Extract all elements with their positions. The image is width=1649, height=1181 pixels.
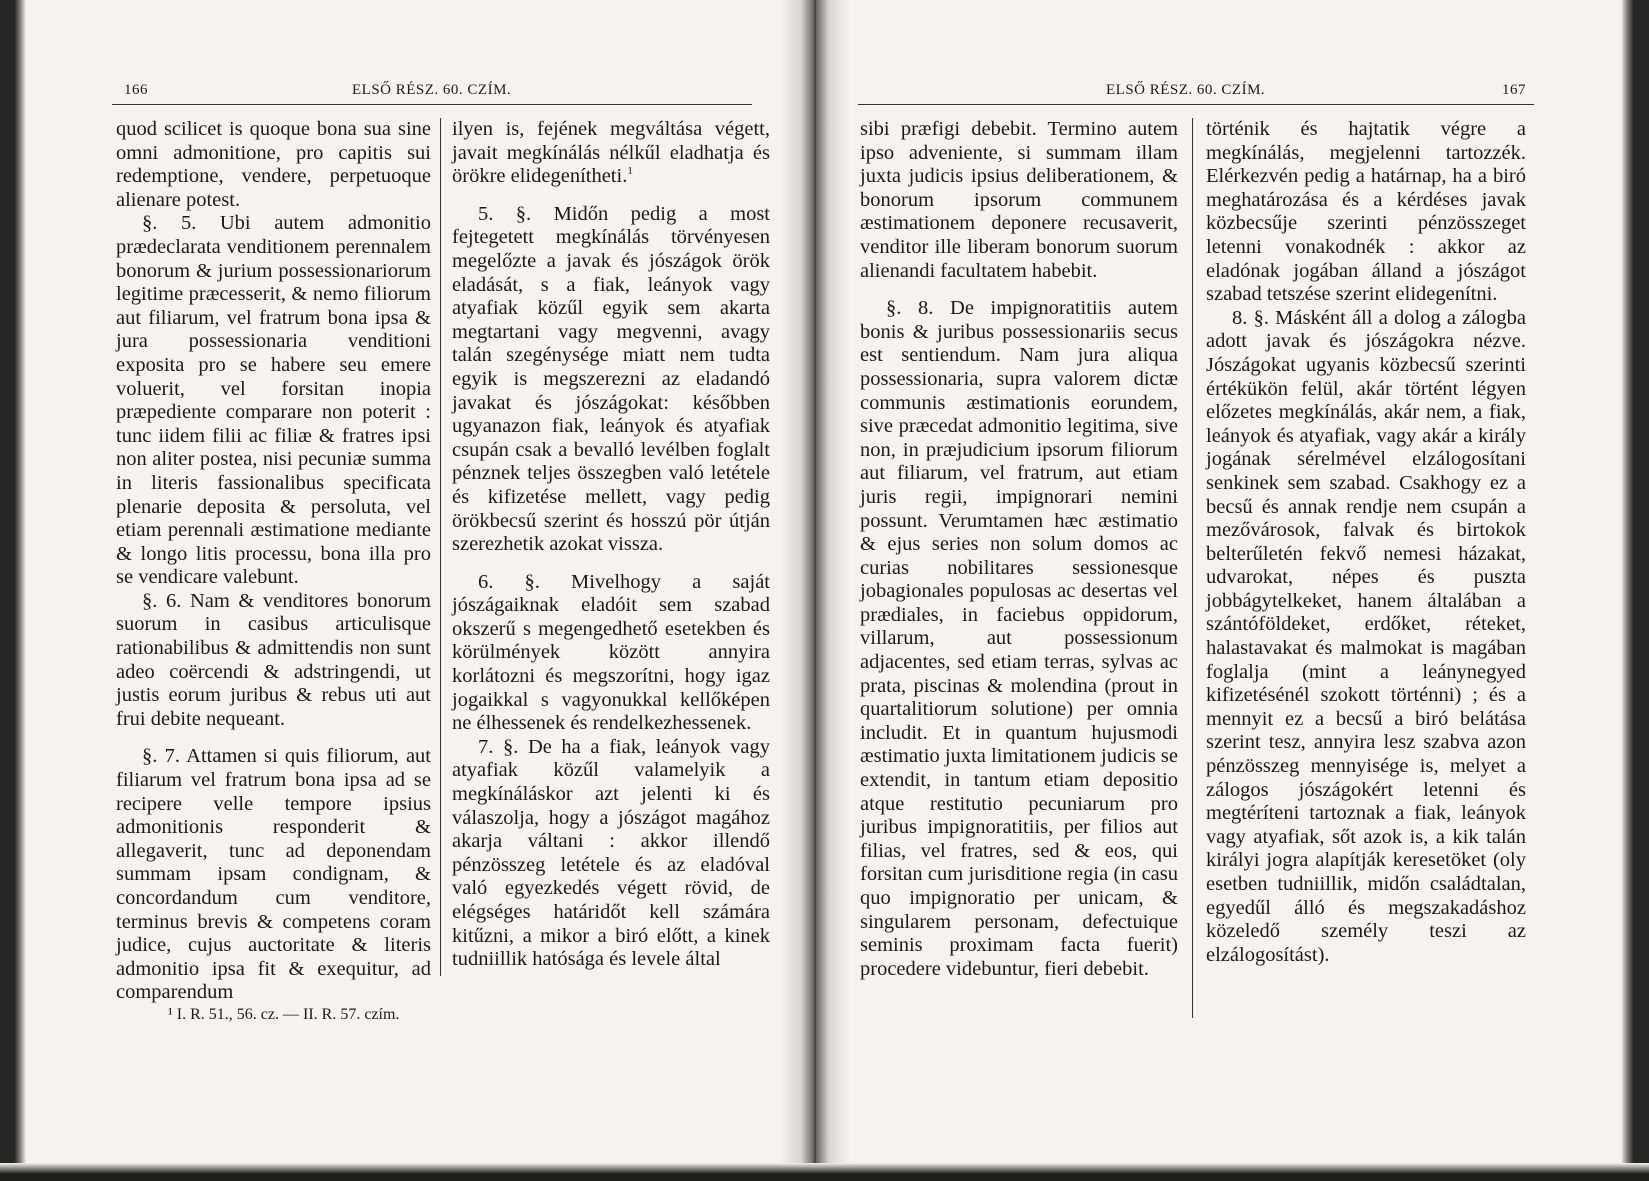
right-page: [840, 0, 1649, 1181]
left-page: [0, 0, 790, 1181]
right-latin-column: [860, 118, 1178, 981]
footnote: ¹ I. R. 51., 56. cz. — II. R. 57. czím.: [168, 1006, 400, 1023]
right-hungarian-paragraph: történik és hajtatik végre a megkínálás, megjelenni tartozzék. Elérkezvén pedig a határnap, ha a biró meghatározása és a kérdéses javak közbecsűje szerinti pénzösszeget letenni vonakodnék : akkor az eladónak jogában álland a jószágot szabad tetszése szerint elidegenítni.: [1206, 118, 1526, 306]
right-running-head: ELSŐ RÉSZ. 60. CZÍM.: [1106, 82, 1266, 98]
right-hungarian-paragraph: 8. §. Másként áll a dolog a zálogba adott javak és jószágokra nézve. Jószágokat ugyanis közbecsű szerinti értékükön felül, akár történt légyen előzetes megkínálás, akár nem, a fiak, leányok és atyafiak, vagy akár a király jogának sérelmével elzálogosítani senkinek sem szabad. Csakhogy ez a becsű és annak rendje nem csupán a mezővárosok, falvak és birtokok belterűletén fekvő nemesi házakat, udvarokat, népes és puszta jobbágytelkeket, hanem általában a szántóföldeket, erdőket, réteket, halastavakat és malmokat is magában foglalja (mint a leánynegyed kifizetésénél szokott történni) ; és a mennyit ez a becsű a biró belátása szerint tesz, annyira lesz szabva azon pénzösszeg mennyisége is, melyet a zálogos jószágokért letenni és megtéríteni tartoznak a fiak, leányok vagy atyafiak, sőt azok is, a kik talán királyi jogra alapítják keresetöket (oly esetben tudniillik, midőn családtalan, egyedűl álló és megszakadáshoz közeledő személy teszi az elzálogosítást).: [1206, 306, 1526, 966]
left-latin-paragraph: quod scilicet is quoque bona sua sine omni admonitione, pro capitis sui redemptione, vendere, perpetuoque alienare potest.: [116, 118, 431, 211]
left-hungarian-paragraph: 6. §. Mivelhogy a saját jószágaiknak eladóit sem szabad okszerű s megengedhető esetekben és körülmények között annyira korlátozni és megszorítni, hogy igaz jogaikkal s vagyonukkal kellőképen ne élhessenek és rendelkezhessenek.: [452, 570, 770, 735]
footnote-marker: 1: [627, 165, 633, 178]
left-hungarian-paragraph: [452, 118, 770, 189]
left-hungarian-paragraph: 7. §. De ha a fiak, leányok vagy atyafiak közűl valamelyik a megkínáláskor azt jelenti ki és válaszolja, hogy a jószágot magához akarja váltani : akkor illendő pénzösszeg letétele és az eladóval való egyezkedés végett rövid, de elégséges határidőt kell számára kitűzni, a mikor a biró előtt, a kinek tudniillik hatósága és levele által: [452, 735, 770, 971]
left-hungarian-text: ilyen is, fejének megváltása végett, javait megkínálás nélkűl eladhatja és örökre elidegenítheti.: [452, 118, 770, 188]
left-latin-paragraph: §. 5. Ubi autem admonitio prædeclarata venditionem perennalem bonorum & jurium possessionariorum legitime præcesserit, & nemo filiorum aut filiarum, vel fratrum bona ipsa & jura possessionaria venditioni exposita pro se habere seu emere voluerit, vel forsitan inopia præpediente comparare non poterit : tunc iidem filii ac filiæ & fratres ipsi non aliter postea, nisi pecuniæ summa in literis fassionalibus specificata plenarie deposita & persoluta, vel etiam perennali æstimatione mediante & longo litis processu, bona illa pro se vendicare valebunt.: [116, 212, 431, 589]
left-page-number: 166: [124, 82, 148, 98]
left-latin-paragraph: §. 7. Attamen si quis filiorum, aut filiarum vel fratrum bona ipsa ad se recipere velle tempore ipsius admonitionis responderit & allegaverit, tunc ad deponendam summam ipsam condignam, & concordandum cum venditore, terminus brevis & competens coram judice, cujus auctoritate & literis admonitio ipsa fit & exequitur, ad comparendum: [116, 745, 431, 1004]
left-column-rule: [440, 118, 441, 976]
right-latin-paragraph: §. 8. De impignoratitiis autem bonis & juribus possessionariis secus est sentiendum. Nam jura aliqua possessionaria, supra valorem dictæ communis æstimationis eorundem, sive præcedat admonitio legitima, sive non, in præjudicium ipsorum filiorum aut filiarum, vel fratrum, aut etiam juris regii, impignorari nemini possunt. Verumtamen hæc æstimatio & ejus series non solum domos ac curias nobilitares sessionesque jobagionales populosas ac desertas vel prædiales, in faciebus oppidorum, villarum, aut possessionum adjacentes, sed etiam terras, sylvas ac prata, piscinas & molendina (prout in quartalitiorum solutione) per omnia includit. Et in quantum hujusmodi æstimatio juxta limitationem judicis se extendit, in tantum etiam depositio atque restitutio pecuniarum pro juribus impignoratitiis, per filios aut filias, vel fratres, sed & eos, qui forsitan cum jurisditione regia (in casu quo impignoratio per unicam, & singularem personam, defectuique seminis proximam facta fuerit) procedere videbuntur, fieri debebit.: [860, 297, 1178, 980]
left-latin-column: [116, 118, 431, 1005]
left-hungarian-column: [452, 118, 770, 972]
right-page-number: 167: [1502, 82, 1526, 98]
left-head-rule: [112, 104, 752, 105]
right-head-rule: [858, 104, 1534, 105]
left-hungarian-paragraph: 5. §. Midőn pedig a most fejtegetett megkínálás törvényesen megelőzte a javak és jószágok örök eladását, s a fiak, leányok vagy atyafiak közűl egyik sem akarta megtartani vagy megvenni, avagy talán szegénysége miatt nem tudta egyik is megszerezni az eladandó javakat és jószágokat: későbben ugyanazon fiak, leányok és atyafiak csupán csak a bevalló levélben foglalt pénznek teljes összegben való letétele és kifizetése mellett, vagy pedig örökbecsű szerint és hosszú pör útján szerezhetik azokat vissza.: [452, 202, 770, 556]
right-latin-paragraph: sibi præfigi debebit. Termino autem ipso adveniente, si summam illam juxta judicis ipsius deliberationem, & bonorum ipsorum communem æstimationem deponere recusaverit, venditor ille liberam bonorum suorum alienandi facultatem habebit.: [860, 118, 1178, 282]
left-latin-paragraph: §. 6. Nam & venditores bonorum suorum in casibus articulisque rationabilibus & admittendis non sunt adeo coërcendi & adstringendi, ut justis eorum juribus & rebus uti aut frui debite nequeant.: [116, 589, 431, 730]
right-column-rule: [1192, 118, 1193, 1018]
right-hungarian-column: [1206, 118, 1526, 967]
left-running-head: ELSŐ RÉSZ. 60. CZÍM.: [352, 82, 512, 98]
